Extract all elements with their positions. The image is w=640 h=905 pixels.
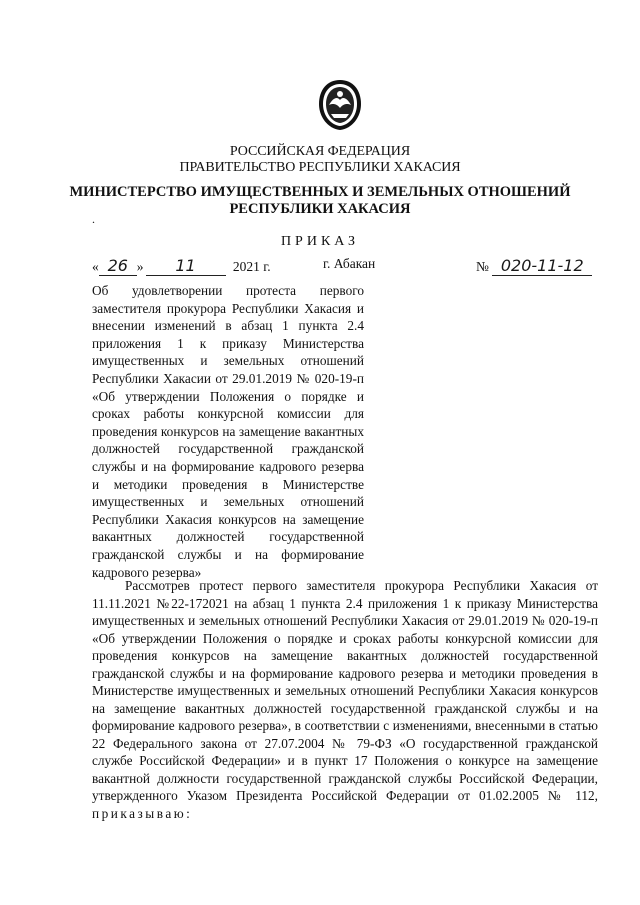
order-subject: Об удовлетворении протеста первого заместителя прокурора Республики Хакасия и внесении изменений в абзац 1 пункта 2.4 приложения 1 к приказу Министерства имущественных и земельных отношений Республики Хакасии от 29.01.2019 № 020-19-п «Об утверждении Положения о порядке и сроках работы конкурсной комиссии для проведения конкурсов на замещение вакантных должностей государственной гражданской службы и на формирование кадрового резерва и методики проведения в Министерстве имущественных и земельных отношений Республики Хакасия конкурсов на замещение вакантных должностей государственной гражданской службы и на формирование кадрового резерва» [92, 283, 364, 580]
coat-of-arms-khakassia-icon [315, 78, 365, 132]
document-type: ПРИКАЗ [280, 234, 360, 249]
country-title: РОССИЙСКАЯ ФЕДЕРАЦИЯ [229, 144, 411, 159]
order-body [92, 577, 598, 822]
order-day: 26 [107, 256, 128, 275]
ministry-title-line2: РЕСПУБЛИКИ ХАКАСИЯ [229, 201, 411, 217]
order-decree-word: приказываю: [92, 805, 193, 821]
date-open-quote: « [92, 259, 99, 274]
order-month: 11 [175, 256, 196, 275]
order-body-text: Рассмотрев протест первого заместителя прокурора Республики Хакасия от 11.11.2021 №22-172021 на абзац 1 пункта 2.4 приложения 1 к приказу Министерства имущественных и земельных отношений Республики Хакасия от 29.01.2019 № 020-19-п «Об утверждении Положения о порядке и сроках работы конкурсной комиссии для проведения конкурсов на замещение вакантных должностей государственной гражданской службы и на формирование кадрового резерва и методики проведения в Министерстве имущественных и земельных отношений Республики Хакасия конкурсов на замещение вакантных должностей государственной гражданской службы и на формирование кадрового резерва», в соответствии с изменениями, внесенными в статью 22 Федерального закона от 27.07.2004 № 79-ФЗ «О государственной гражданской службе Российской Федерации» и в пункт 17 Положения о конкурсе на замещение вакантной должности государственной гражданской службы Российской Федерации, утвержденного Указом Президента Российской Федерации от 01.02.2005 № 112, [92, 578, 598, 803]
order-date [92, 256, 271, 276]
number-sign: № [476, 259, 489, 274]
order-city: г. Абакан [323, 256, 376, 271]
ministry-title-line1: МИНИСТЕРСТВО ИМУЩЕСТВЕННЫХ И ЗЕМЕЛЬНЫХ ОТНОШЕНИЙ [69, 184, 571, 200]
stray-mark: . [92, 212, 95, 226]
government-title: ПРАВИТЕЛЬСТВО РЕСПУБЛИКИ ХАКАСИЯ [179, 160, 461, 175]
order-number [476, 256, 592, 276]
order-year: 2021 г. [232, 259, 271, 274]
order-number-value: 020-11-12 [500, 256, 584, 275]
date-close-quote: » [136, 259, 144, 274]
